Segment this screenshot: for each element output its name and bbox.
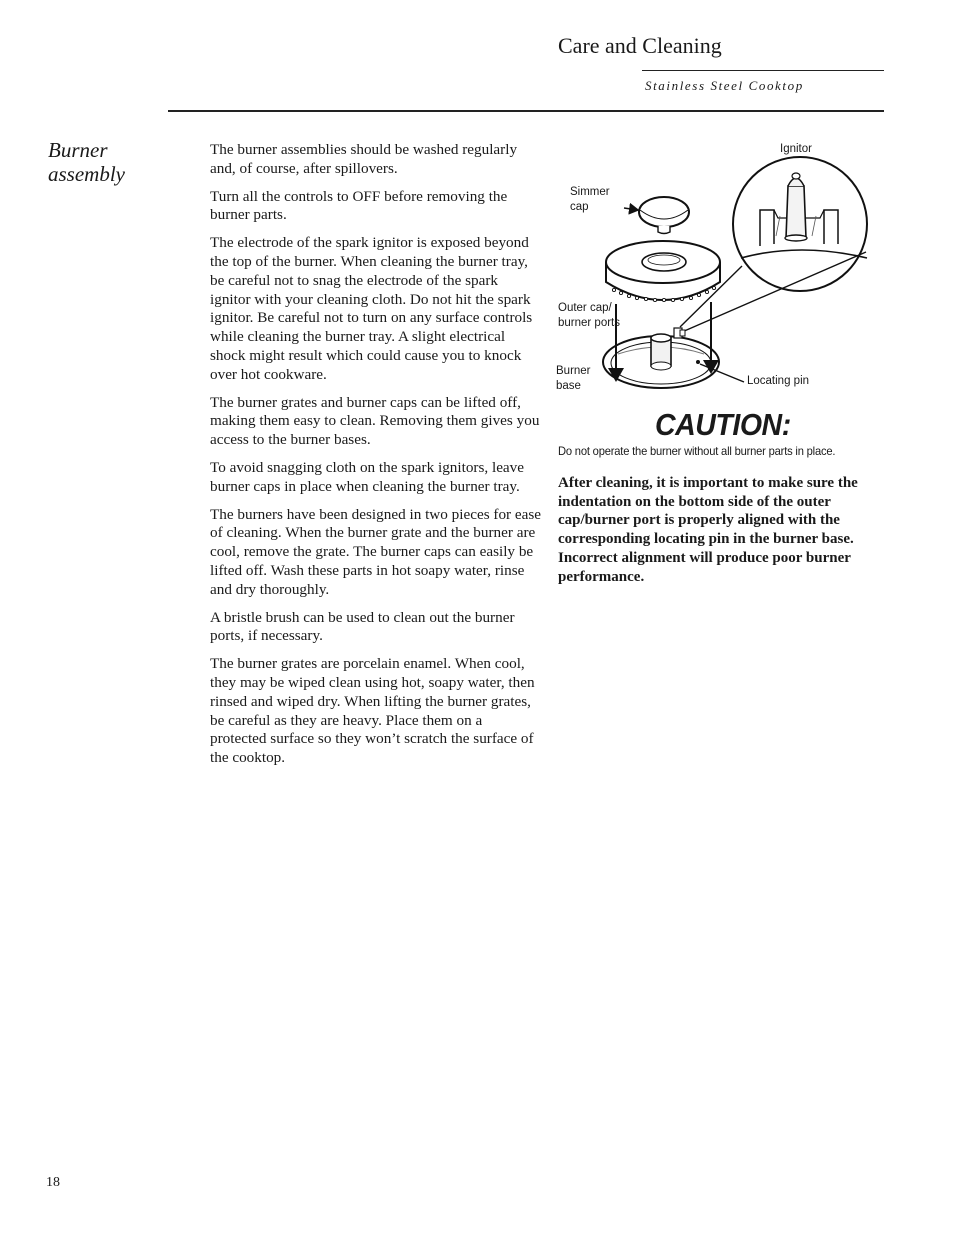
body-paragraph: The burner grates are porcelain enamel. When cool, they may be wiped clean using hot, soapy water, then rinsed and wiped dry. When lifting the burner grates, be careful as they are heavy. Place them on a protected surface so they won’t scratch the surface of the cooktop.	[210, 655, 535, 767]
burner-assembly-diagram	[548, 140, 884, 402]
locating-pin-label: Locating pin	[747, 375, 810, 387]
ignitor-inset	[733, 157, 867, 291]
body-paragraph: The electrode of the spark ignitor is exposed beyond the top of the burner. When cleaning the burner tray, be careful not to snag the electrode of the spark ignitor with your cleaning cloth. Do not hit the spark ignitor. Be careful not to turn on any surface controls while cleaning the burner tray. A slight electrical shock might result which could cause you to knock over hot cookware.	[210, 234, 533, 383]
alignment-note: After cleaning, it is important to make sure the indentation on the bottom side of the outer cap/burner port is properly aligned with the corresponding locating pin in the burner base. Incorrect alignment will produce poor burner performance.	[558, 475, 858, 585]
body-paragraph: To avoid snagging cloth on the spark ignitors, leave burner caps in place when cleaning the burner tray.	[210, 458, 525, 495]
header-divider-long	[168, 110, 884, 112]
body-paragraph: Turn all the controls to OFF before removing the burner parts.	[210, 187, 508, 224]
caution-text: Do not operate the burner without all burner parts in place.	[558, 444, 836, 458]
burner-assembly-illustration	[548, 140, 884, 402]
page-subtitle: Stainless Steel Cooktop	[645, 78, 804, 93]
body-paragraph: The burner assemblies should be washed regularly and, of course, after spillovers.	[210, 141, 518, 177]
simmer-cap-label-line1: Simmer	[570, 186, 610, 198]
burner-base-label-line2: base	[556, 380, 581, 392]
outer-cap-label-line2: burner ports	[558, 317, 621, 329]
body-paragraph: The burners have been designed in two pieces for ease of cleaning. When the burner grate and the burner are cool, remove the grate. The burner caps can easily be lifted off. Wash these parts in hot soapy water, rinse and dry thoroughly.	[210, 505, 542, 598]
burner-base-label-line1: Burner	[556, 365, 591, 377]
page-number: 18	[46, 1175, 60, 1190]
section-heading: Burner assembly	[48, 138, 125, 186]
simmer-cap	[639, 197, 689, 234]
caution-heading: CAUTION:	[655, 407, 791, 442]
body-paragraph: The burner grates and burner caps can be lifted off, making them easy to clean. Removing them gives you access to the burner bases.	[210, 393, 540, 449]
header-divider-short	[642, 70, 884, 71]
body-paragraph: A bristle brush can be used to clean out the burner ports, if necessary.	[210, 608, 515, 645]
simmer-cap-label-line2: cap	[570, 201, 589, 213]
outer-cap-burner-ports	[606, 241, 720, 302]
page-section-title: Care and Cleaning	[558, 33, 722, 58]
burner-base	[603, 328, 719, 388]
body-text	[210, 141, 542, 777]
outer-cap-label-line1: Outer cap/	[558, 302, 612, 314]
ignitor-label: Ignitor	[780, 143, 812, 155]
